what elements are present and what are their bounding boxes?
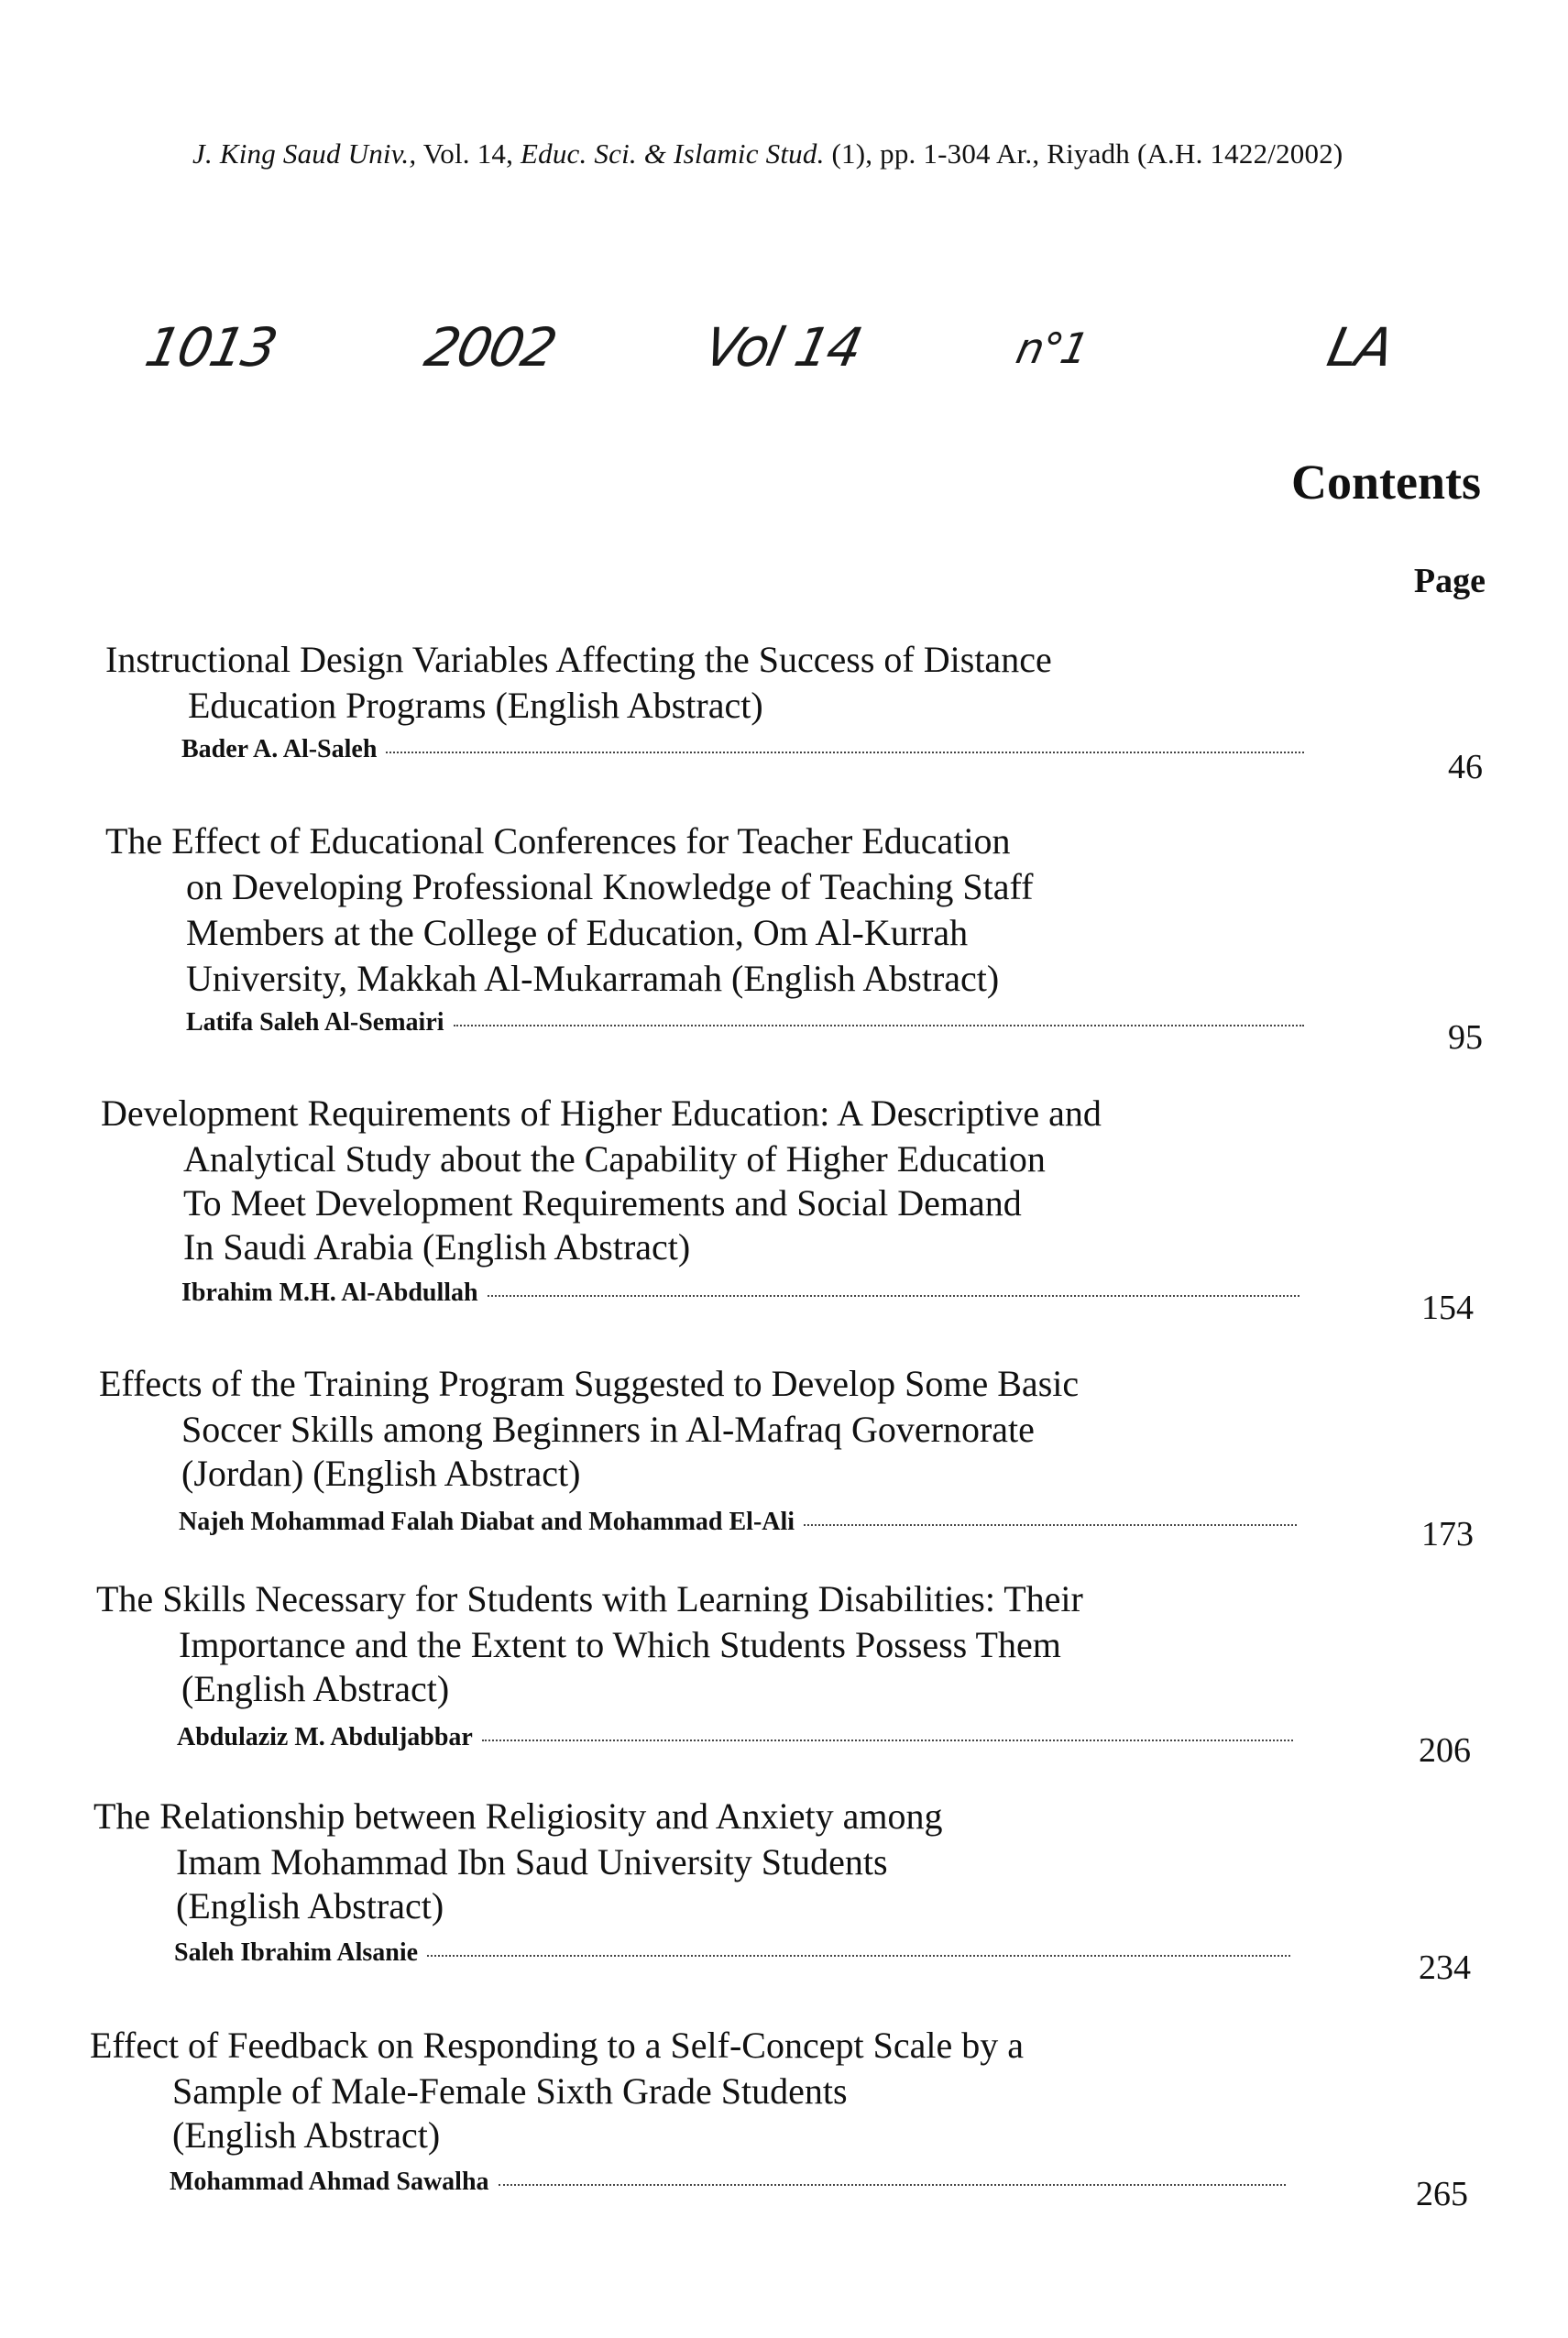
entry-author-row [179,1508,1297,1537]
entry-title-line: The Skills Necessary for Students with Learning Disabilities: Their [96,1578,1083,1619]
entry-author-row [181,1279,1299,1308]
leader-dots [482,1739,1293,1741]
leader-dots [386,751,1304,753]
entry-title-line: Analytical Study about the Capability of Higher Education [183,1138,1046,1180]
entry-title-line: The Relationship between Religiosity and Anxiety among [93,1795,943,1837]
entry-title-line: Effects of the Training Program Suggested to Develop Some Basic [99,1363,1080,1404]
entry-author: Latifa Saleh Al-Semairi [186,1008,444,1037]
entry-page-number: 206 [1419,1731,1471,1770]
entry-page-number: 46 [1448,748,1483,786]
entry-title-line: In Saudi Arabia (English Abstract) [183,1226,691,1268]
entry-title-line: University, Makkah Al-Mukarramah (English Abstract) [186,958,1000,999]
entry-title-line: Sample of Male-Female Sixth Grade Students [172,2070,848,2112]
handwritten-note-5: LA [1321,316,1398,379]
entry-author: Ibrahim M.H. Al-Abdullah [181,1279,478,1307]
entry-page-number: 95 [1448,1018,1483,1057]
leader-dots [804,1523,1297,1526]
entry-title-line: Importance and the Extent to Which Students Possess Them [179,1624,1061,1665]
entry-page-number: 265 [1416,2175,1468,2213]
handwritten-notes [0,316,1568,399]
contents-heading: Contents [1290,455,1481,510]
entry-title-line: The Effect of Educational Conferences for Teacher Education [105,820,1011,862]
entry-title-line: (Jordan) (English Abstract) [181,1453,581,1494]
entry-title-line: on Developing Professional Knowledge of Teaching Staff [186,866,1034,907]
entry-author: Najeh Mohammad Falah Diabat and Mohammad El-Ali [179,1508,795,1536]
entry-author-row [181,735,1304,764]
handwritten-note-1: 1013 [139,316,281,379]
entry-author: Abdulaziz M. Abduljabbar [177,1723,473,1751]
leader-dots [499,2183,1286,2186]
handwritten-note-2: 2002 [419,316,561,379]
handwritten-note-4: n°1 [1012,324,1092,373]
leader-dots [488,1294,1299,1297]
entry-title-line: (English Abstract) [176,1885,444,1926]
journal-header [192,137,1494,170]
entry-author-row [186,1008,1304,1037]
journal-section: Educ. Sci. & Islamic Stud. [521,137,825,170]
handwritten-note-3: Vol 14 [698,316,867,379]
entry-author-row [174,1938,1290,1968]
entry-title-line: Imam Mohammad Ibn Saud University Students [176,1841,888,1882]
entry-title-line: (English Abstract) [181,1668,450,1709]
entry-title-line: To Meet Development Requirements and Social Demand [183,1182,1022,1224]
entry-author: Mohammad Ahmad Sawalha [170,2168,489,2196]
entry-author: Saleh Ibrahim Alsanie [174,1938,419,1967]
journal-issue: (1), pp. 1-304 Ar., Riyadh (A.H. 1422/2002) [824,137,1343,170]
page-column-label: Page [1413,562,1486,600]
entry-title-line: Members at the College of Education, Om Al-Kurrah [186,912,969,953]
leader-dots [454,1024,1304,1026]
journal-volume: Vol. 14, [416,137,521,170]
journal-name: J. King Saud Univ., [192,137,417,170]
entry-page-number: 154 [1421,1289,1474,1327]
entry-author: Bader A. Al-Saleh [181,735,378,763]
entry-title-line: Instructional Design Variables Affecting the Success of Distance [105,639,1052,680]
entry-author-row [177,1723,1293,1752]
entry-author-row [170,2168,1286,2197]
entry-title-line: Soccer Skills among Beginners in Al-Mafraq Governorate [181,1409,1035,1450]
entry-title-line: Development Requirements of Higher Education: A Descriptive and [101,1092,1102,1134]
leader-dots [427,1954,1290,1957]
entry-page-number: 173 [1421,1515,1474,1553]
entry-page-number: 234 [1419,1948,1471,1987]
entry-title-line: Effect of Feedback on Responding to a Self-Concept Scale by a [90,2025,1024,2066]
entry-title-line: Education Programs (English Abstract) [188,685,763,726]
entry-title-line: (English Abstract) [172,2114,441,2156]
